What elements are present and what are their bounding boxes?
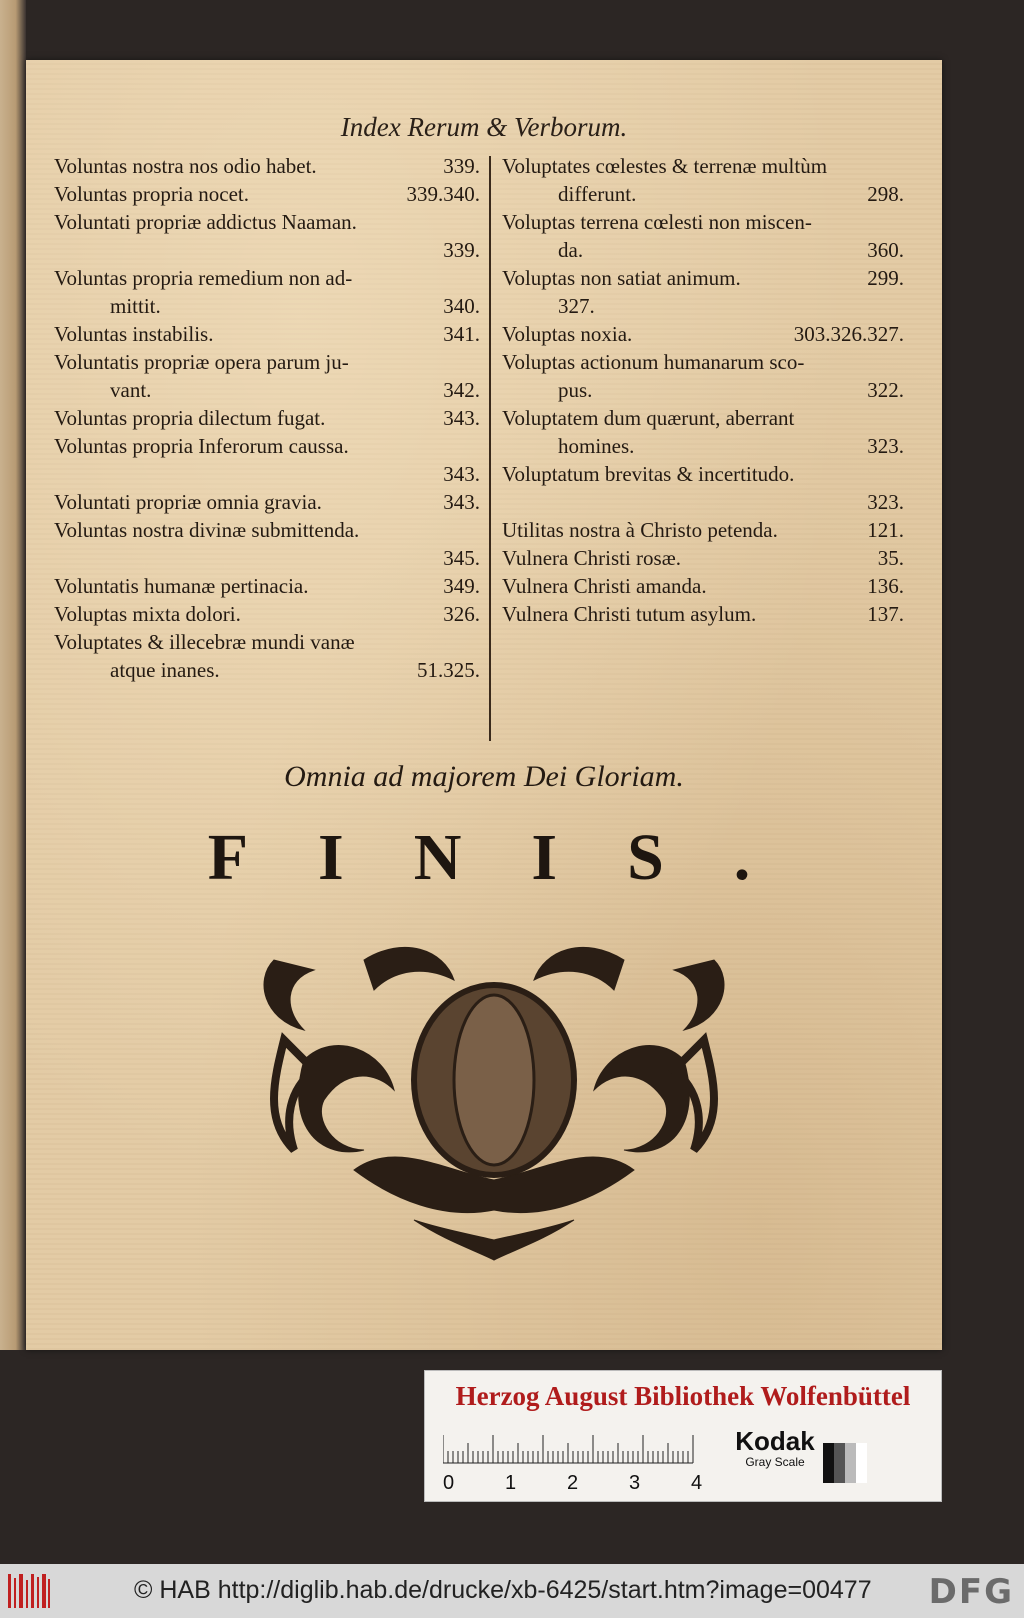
running-head: Index Rerum & Verborum. xyxy=(340,112,628,142)
index-entry xyxy=(502,264,904,320)
index-term: Voluntatis humanæ pertinacia. xyxy=(54,574,309,598)
index-term: Voluptas terrena cœlesti non miscen- xyxy=(502,210,812,234)
index-entry xyxy=(54,152,480,180)
library-label-title: Herzog August Bibliothek Wolfenbüttel xyxy=(455,1381,911,1411)
index-entry xyxy=(54,348,480,404)
index-continuation xyxy=(54,656,480,684)
index-entry xyxy=(502,600,904,628)
index-column-left xyxy=(54,152,480,684)
index-entry xyxy=(54,264,480,320)
index-continuation-text: mittit. xyxy=(110,294,161,318)
index-continuation xyxy=(54,292,480,320)
index-entry xyxy=(502,152,904,208)
index-term: Voluntas instabilis. xyxy=(54,322,214,346)
ruler-number: 1 xyxy=(505,1472,517,1493)
index-term: Voluntati propriæ addictus Naaman. xyxy=(54,210,357,234)
index-term: Vulnera Christi tutum asylum. xyxy=(502,602,757,626)
index-pages: 35. xyxy=(877,546,904,570)
index-continuation xyxy=(54,376,480,404)
ruler-number: 3 xyxy=(629,1472,641,1493)
index-continuation-pages: 343. xyxy=(443,462,480,486)
column-rule xyxy=(489,156,491,741)
index-term: Voluntas propria remedium non ad- xyxy=(54,266,353,290)
index-pages: 121. xyxy=(867,518,904,542)
index-entry xyxy=(502,348,904,404)
index-pages: 339. xyxy=(443,154,480,178)
closing-motto: Omnia ad majorem Dei Gloriam. xyxy=(284,760,684,793)
index-continuation-pages: 298. xyxy=(867,182,904,206)
index-term: Voluptas actionum humanarum sco- xyxy=(502,350,805,374)
index-continuation-pages: 323. xyxy=(867,490,904,514)
index-entry xyxy=(54,516,480,572)
index-column-right xyxy=(502,152,904,628)
index-entry xyxy=(54,320,480,348)
ruler-number: 0 xyxy=(443,1472,455,1493)
index-pages: 137. xyxy=(867,602,904,626)
adjacent-page-edge xyxy=(0,0,26,1350)
barcode-icon xyxy=(8,1574,50,1608)
index-entry xyxy=(54,628,480,684)
index-term: Voluptates cœlestes & terrenæ multùm xyxy=(502,154,828,178)
kodak-name: Kodak xyxy=(735,1426,815,1456)
index-pages: 136. xyxy=(867,574,904,598)
index-entry xyxy=(502,572,904,600)
library-color-card xyxy=(424,1370,942,1502)
index-continuation-text: pus. xyxy=(558,378,593,402)
pomegranate-ornament xyxy=(244,940,744,1270)
index-term: Voluntatis propriæ opera parum ju- xyxy=(54,350,349,374)
index-term: Vulnera Christi amanda. xyxy=(502,574,707,598)
index-continuation-text: da. xyxy=(558,238,584,262)
index-entry xyxy=(54,572,480,600)
index-continuation xyxy=(502,376,904,404)
kodak-subtitle: Gray Scale xyxy=(745,1455,805,1469)
index-continuation-text: 327. xyxy=(558,294,595,318)
index-pages: 299. xyxy=(867,266,904,290)
index-entry xyxy=(54,432,480,488)
index-pages: 343. xyxy=(443,490,480,514)
index-entry xyxy=(54,488,480,516)
index-entry xyxy=(54,180,480,208)
index-pages: 349. xyxy=(443,574,480,598)
index-term: Voluntas nostra nos odio habet. xyxy=(54,154,317,178)
index-continuation-pages: 339. xyxy=(443,238,480,262)
index-pages: 326. xyxy=(443,602,480,626)
index-continuation-text: differunt. xyxy=(558,182,637,206)
book-page xyxy=(26,60,942,1350)
index-entry xyxy=(502,208,904,264)
index-pages: 339.340. xyxy=(406,182,480,206)
index-continuation xyxy=(502,292,904,320)
index-continuation-text: atque inanes. xyxy=(110,658,220,682)
index-entry xyxy=(502,460,904,516)
index-entry xyxy=(54,600,480,628)
index-continuation-pages: 360. xyxy=(867,238,904,262)
index-continuation-pages: 345. xyxy=(443,546,480,570)
index-continuation xyxy=(502,180,904,208)
index-term: Voluptatum brevitas & incertitudo. xyxy=(502,462,795,486)
index-pages: 341. xyxy=(443,322,480,346)
dfg-logo[interactable]: DFG xyxy=(928,1572,1014,1612)
index-continuation-pages: 340. xyxy=(443,294,480,318)
index-pages: 343. xyxy=(443,406,480,430)
index-term: Voluptas noxia. xyxy=(502,322,633,346)
index-term: Voluntas nostra divinæ submittenda. xyxy=(54,518,360,542)
index-entry xyxy=(502,320,904,348)
index-continuation-pages: 323. xyxy=(867,434,904,458)
index-term: Voluntas propria dilectum fugat. xyxy=(54,406,326,430)
kodak-brand xyxy=(725,1427,825,1469)
index-term: Voluptas mixta dolori. xyxy=(54,602,241,626)
index-entry xyxy=(54,404,480,432)
index-term: Utilitas nostra à Christo petenda. xyxy=(502,518,778,542)
ruler-number: 2 xyxy=(567,1472,579,1493)
index-continuation-text: homines. xyxy=(558,434,635,458)
index-continuation-pages: 342. xyxy=(443,378,480,402)
index-term: Voluptatem dum quærunt, aberrant xyxy=(502,406,795,430)
index-continuation-pages: 51.325. xyxy=(417,658,480,682)
index-continuation xyxy=(502,236,904,264)
index-term: Voluntas propria Inferorum caussa. xyxy=(54,434,349,458)
index-pages: 303.326.327. xyxy=(793,322,904,346)
index-term: Voluntati propriæ omnia gravia. xyxy=(54,490,322,514)
viewer-footer xyxy=(0,1564,1024,1618)
index-term: Voluptates & illecebræ mundi vanæ xyxy=(54,630,355,654)
index-entry xyxy=(502,544,904,572)
scale-ruler xyxy=(443,1423,728,1493)
index-continuation xyxy=(502,432,904,460)
index-term: Voluntas propria nocet. xyxy=(54,182,249,206)
finis-heading: FINIS. xyxy=(207,821,821,894)
index-entry xyxy=(502,516,904,544)
index-entry xyxy=(54,208,480,264)
index-continuation-pages: 322. xyxy=(867,378,904,402)
index-term: Voluptas non satiat animum. xyxy=(502,266,741,290)
copyright-url[interactable]: © HAB http://diglib.hab.de/drucke/xb-6425/start.htm?image=00477 xyxy=(134,1576,872,1604)
index-entry xyxy=(502,404,904,460)
ruler-number: 4 xyxy=(691,1472,703,1493)
gray-scale-patch xyxy=(823,1443,867,1483)
index-term: Vulnera Christi rosæ. xyxy=(502,546,681,570)
index-continuation-text: vant. xyxy=(110,378,152,402)
